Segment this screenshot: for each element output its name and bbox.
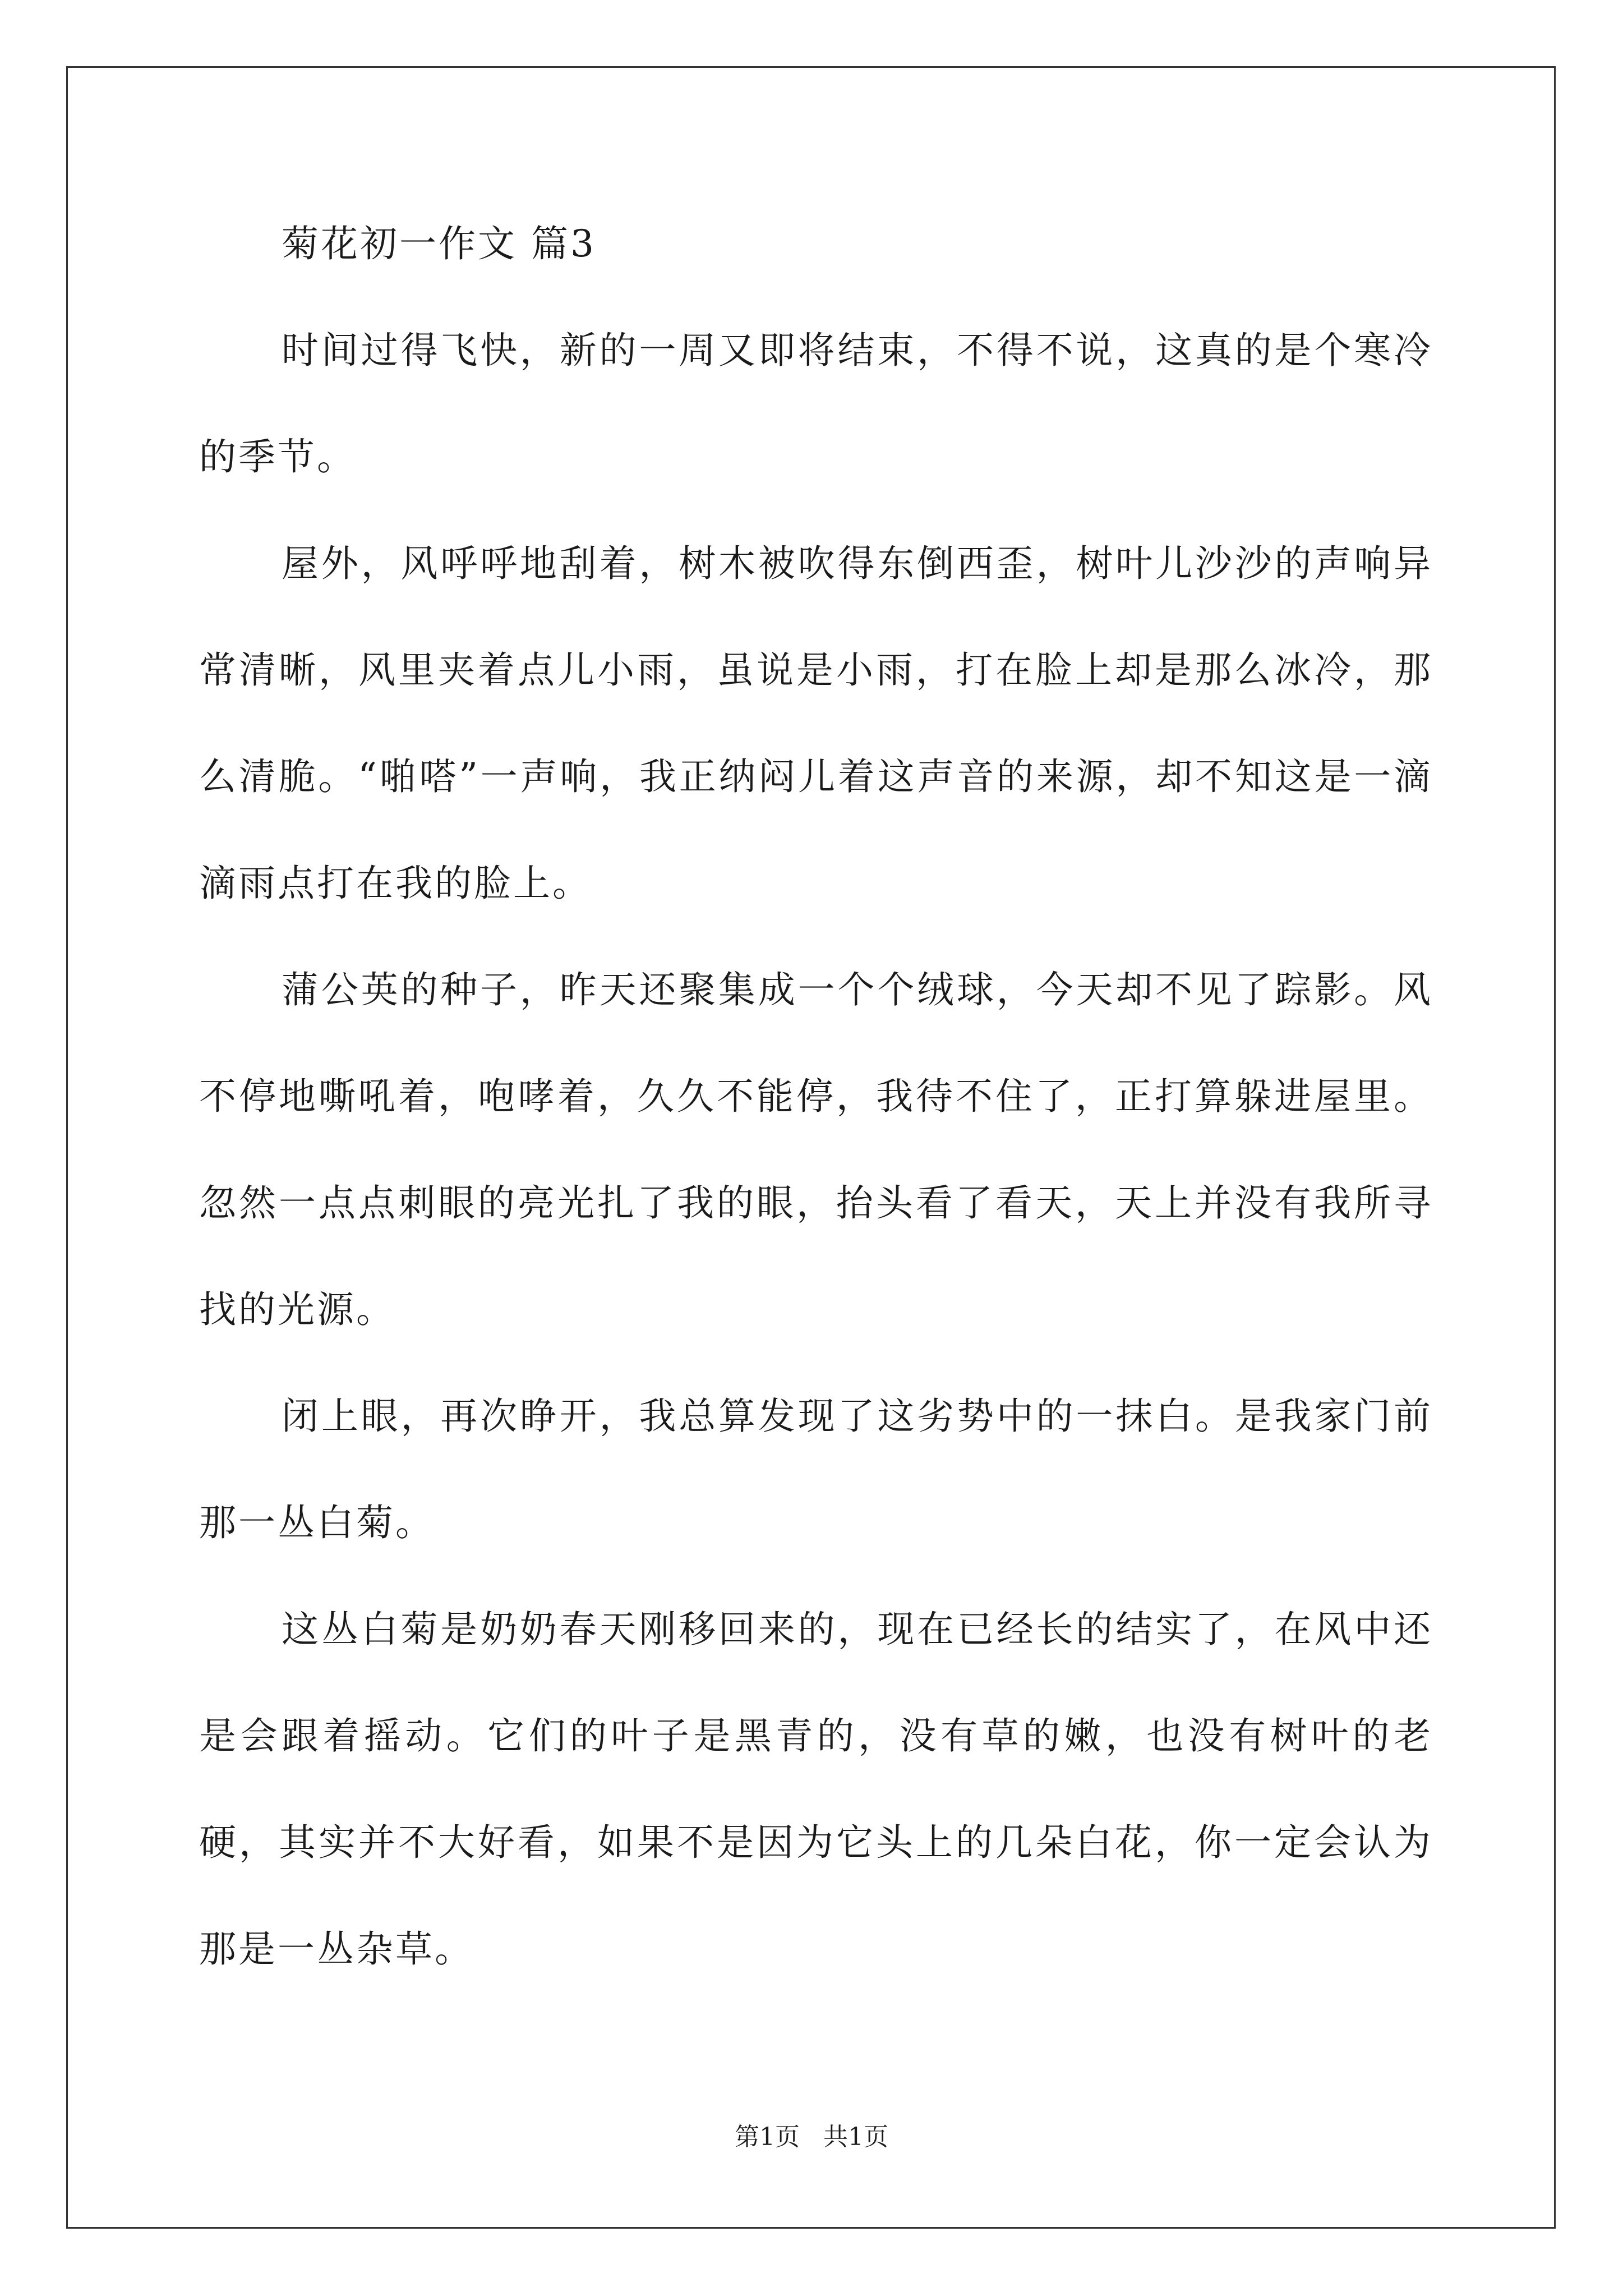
- paragraph-4: 闭上眼，再次睁开，我总算发现了这劣势中的一抹白。是我家门前那一丛白菊。: [199, 1395, 1433, 1544]
- paragraph-2: 屋外，风呼呼地刮着，树木被吹得东倒西歪，树叶儿沙沙的声响异常清晰，风里夹着点儿小雨，虽说是小雨，打在脸上却是那么冰冷，那么清脆。“啪嗒”一声响，我正纳闷儿着这声音的来源，却不知这是一滴滴雨点打在我的脸上。: [199, 542, 1433, 905]
- page-footer: 第1页 共1页: [735, 2123, 888, 2151]
- paragraph-5: 这丛白菊是奶奶春天刚移回来的，现在已经长的结实了，在风中还是会跟着摇动。它们的叶子是黑青的，没有草的嫩，也没有树叶的老硬，其实并不大好看，如果不是因为它头上的几朵白花，你一定会认为那是一丛杂草。: [199, 1608, 1433, 1971]
- paragraph-3: 蒲公英的种子，昨天还聚集成一个个绒球，今天却不见了踪影。风不停地嘶吼着，咆哮着，久久不能停，我待不住了，正打算躲进屋里。忽然一点点刺眼的亮光扎了我的眼，抬头看了看天，天上并没有我所寻找的光源。: [199, 968, 1433, 1331]
- document-title: 菊花初一作文 篇3: [282, 222, 596, 265]
- paragraph-1: 时间过得飞快，新的一周又即将结束，不得不说，这真的是个寒冷的季节。: [199, 329, 1433, 478]
